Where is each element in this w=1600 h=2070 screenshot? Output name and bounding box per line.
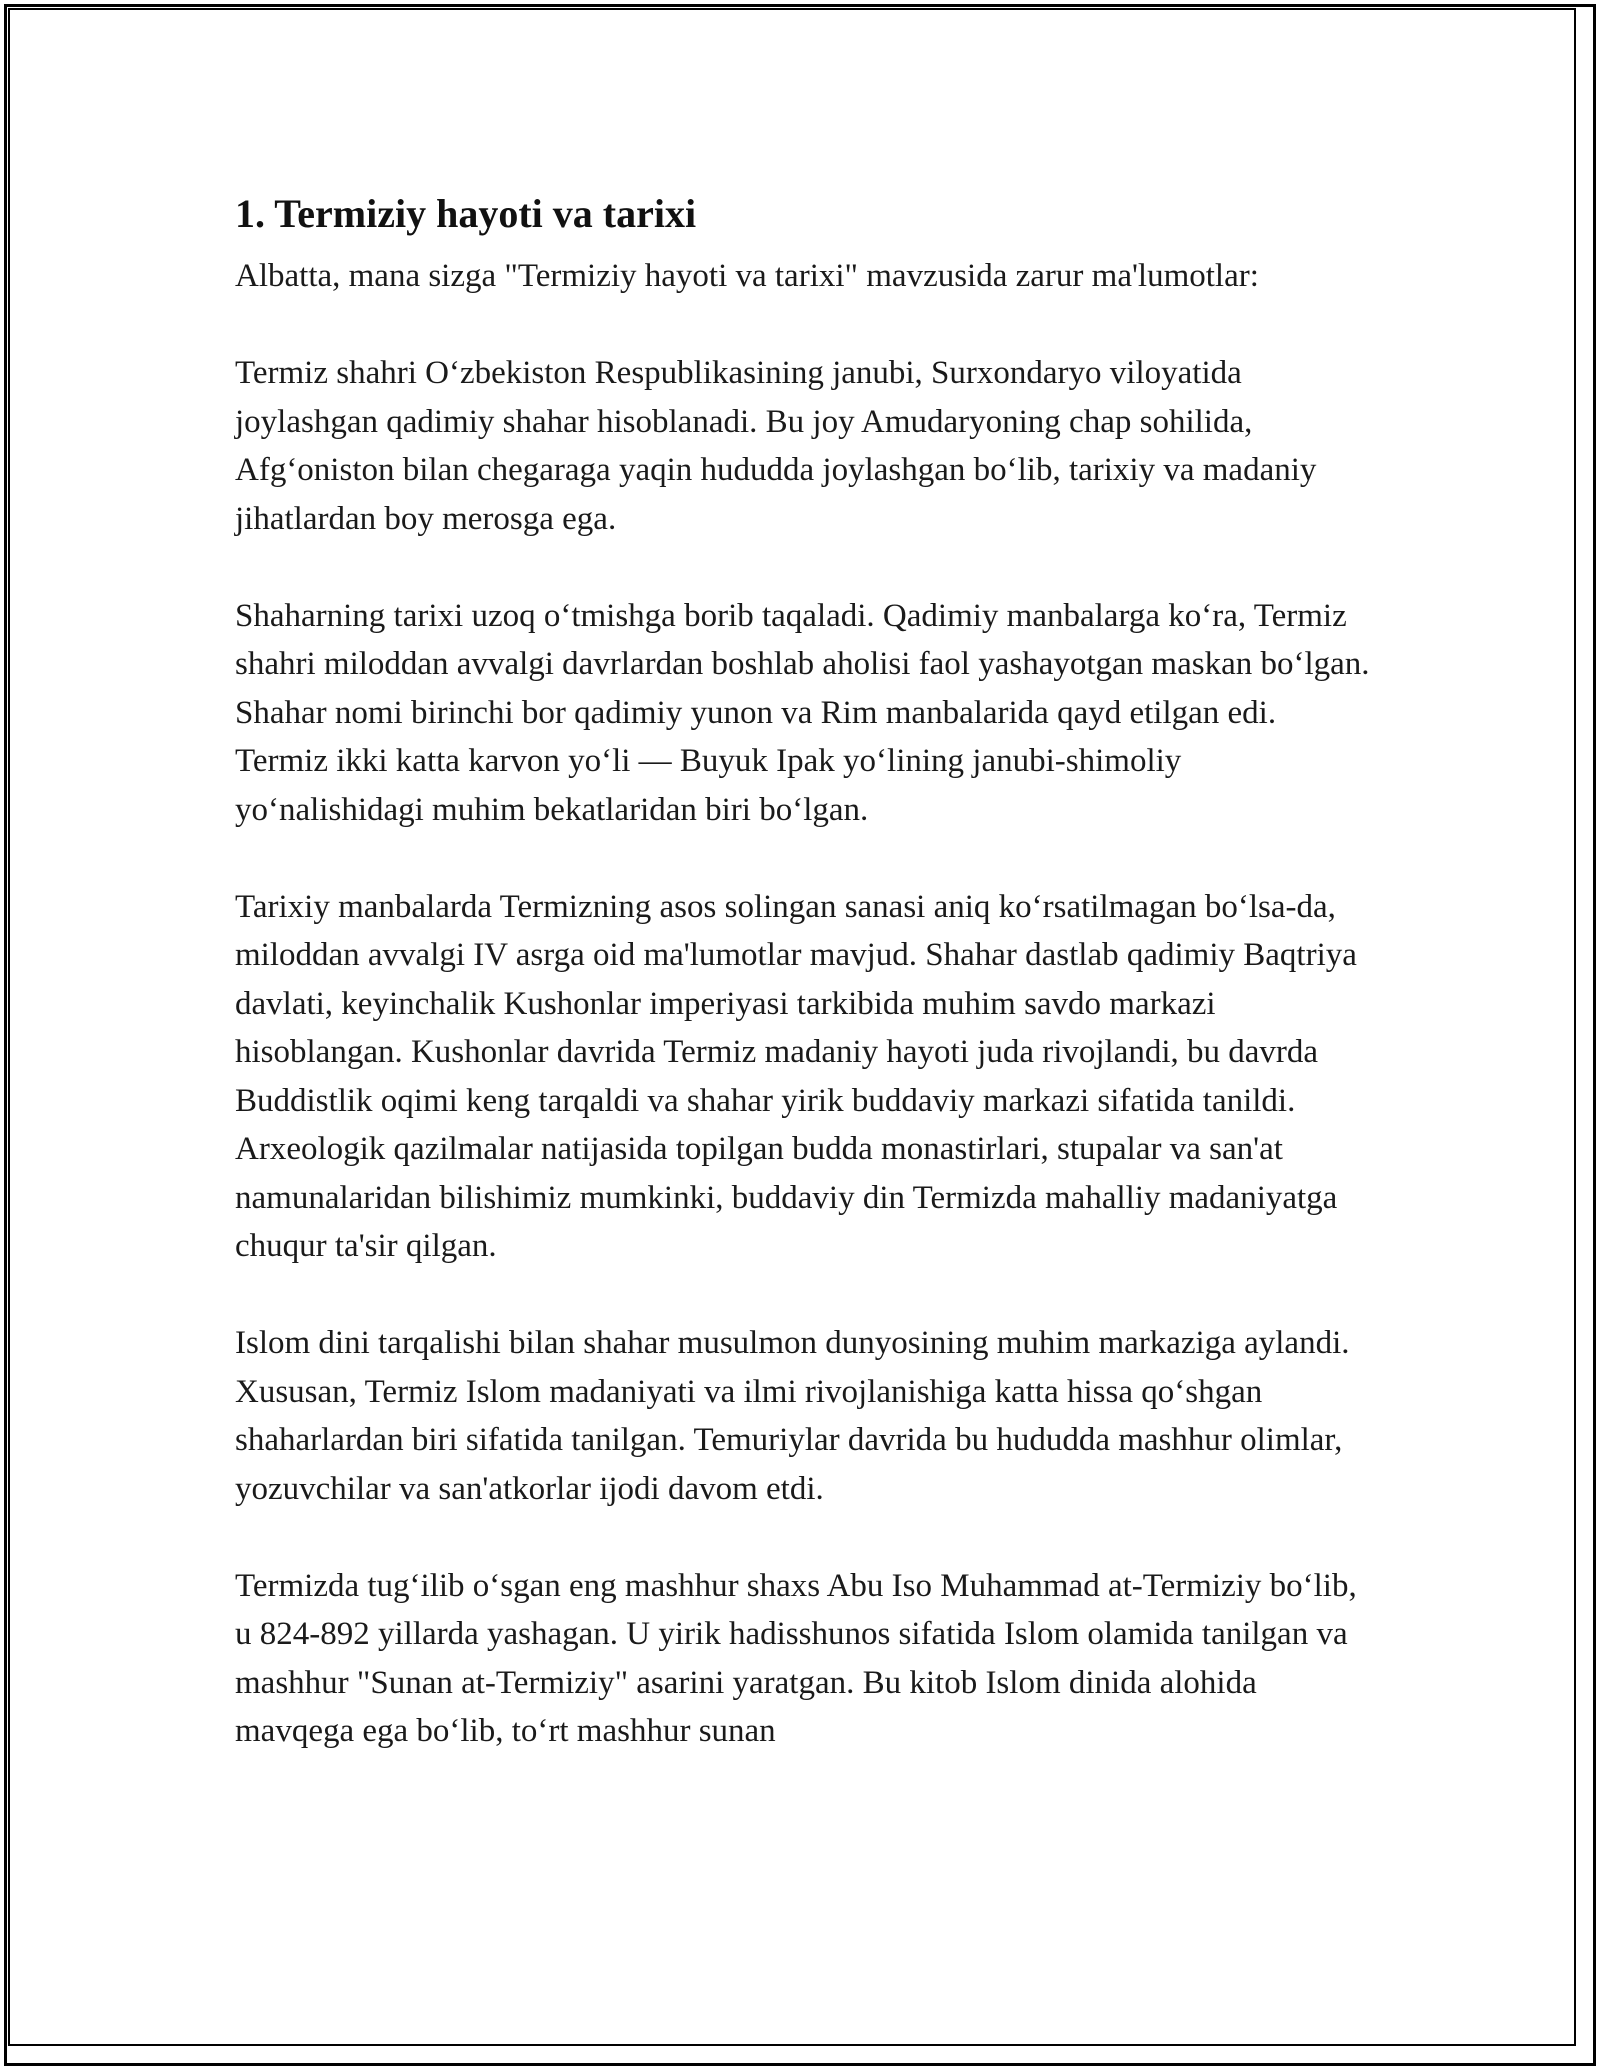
paragraph-kushan-buddhism: Tarixiy manbalarda Termizning asos solingan sanasi aniq ko‘rsatilmagan bo‘lsa-da, miloddan avvalgi IV asrga oid ma'lumotlar mavjud. Shahar dastlab qadimiy Baqtriya davlati, keyinchalik Kushonlar imperiyasi tarkibida muhim savdo markazi hisoblangan. Kushonlar davrida Termiz madaniy hayoti juda rivojlandi, bu davrda Buddistlik oqimi keng tarqaldi va shahar yirik buddaviy markazi sifatida tanildi. Arxeologik qazilmalar natijasida topilgan budda monastirlari, stupalar va san'at namunalaridan bilishimiz mumkinki, buddaviy din Termizda mahalliy madaniyatga chuqur ta'sir qilgan. [235,888,1357,1264]
paragraph-intro: Albatta, mana sizga "Termiziy hayoti va tarixi" mavzusida zarur ma'lumotlar: [235,258,1259,294]
paragraph-at-termiziy: Termizda tug‘ilib o‘sgan eng mashhur shaxs Abu Iso Muhammad at-Termiziy bo‘lib, u 824-892 yillarda yashagan. U yirik hadisshunos sifatida Islom olamida tanilgan va mashhur "Sunan at-Termiziy" asarini yaratgan. Bu kitob Islom dinida alohida mavqega ega bo‘lib, to‘rt mashhur sunan [235,1567,1357,1749]
paragraph-ancient-history: Shaharning tarixi uzoq o‘tmishga borib taqaladi. Qadimiy manbalarga ko‘ra, Termiz shahri miloddan avvalgi davrlardan boshlab aholisi faol yashayotgan maskan bo‘lgan. Shahar nomi birinchi bor qadimiy yunon va Rim manbalarida qayd etilgan edi. Termiz ikki katta karvon yo‘li — Buyuk Ipak yo‘lining janubi-shimoliy yo‘nalishidagi muhim bekatlaridan biri bo‘lgan. [235,597,1370,828]
document-body [235,186,1375,1756]
section-heading: 1. Termiziy hayoti va tarixi [235,191,697,236]
paragraph-location: Termiz shahri O‘zbekiston Respublikasining janubi, Surxondaryo viloyatida joylashgan qadimiy shahar hisoblanadi. Bu joy Amudaryoning chap sohilida, Afg‘oniston bilan chegaraga yaqin hududda joylashgan bo‘lib, tarixiy va madaniy jihatlardan boy merosga ega. [235,355,1317,537]
paragraph-islamic-era: Islom dini tarqalishi bilan shahar musulmon dunyosining muhim markaziga aylandi. Xususan, Termiz Islom madaniyati va ilmi rivojlanishiga katta hissa qo‘shgan shaharlardan biri sifatida tanilgan. Temuriylar davrida bu hududda mashhur olimlar, yozuvchilar va san'atkorlar ijodi davom etdi. [235,1325,1350,1507]
